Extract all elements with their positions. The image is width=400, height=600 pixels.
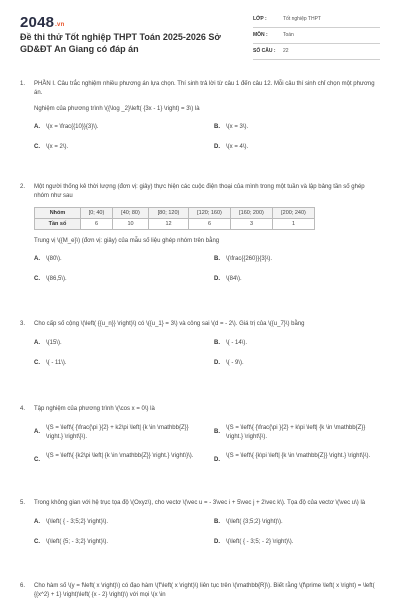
option-a[interactable]: A. \(15\). (34, 340, 62, 346)
question-2: 2. Một người thống kê thời lượng (đơn vị: giây) thực hiện các cuộc điện thoại của mình trong một tuần và lập bảng tần số ghép nhóm như sau Nhóm [0; 40) [40; 80) [80; 120) [120; 160) [160; 200) [200; 240) Tần số 6 10 12 6 3 1 Trung vị \({M_e}\) (đơn vị: giây) của mẫu số liệu ghép nhóm trên bằng A. \(80\). B. \(\frac{{260}}{3}\). C. \(86,5\). D. \(84\). (20, 183, 380, 285)
option-d[interactable]: D. \(84\). (214, 276, 242, 282)
table-row: Nhóm [0; 40) [40; 80) [80; 120) [120; 160) [160; 200) [200; 240) (35, 208, 315, 219)
question-stem: Nghiệm của phương trình \({\log _2}\left( {3x - 1} \right) = 3\) là (34, 106, 200, 112)
section-intro: PHẦN I. Câu trắc nghiệm nhiều phương án lựa chọn. Thí sinh trả lời từ câu 1 đến câu 12. Mỗi câu thí sinh chỉ chọn một phương án. (34, 81, 375, 96)
question-1: 1. PHẦN I. Câu trắc nghiệm nhiều phương án lựa chọn. Thí sinh trả lời từ câu 1 đến câu 12. Mỗi câu thí sinh chỉ chọn một phương án. Nghiệm của phương trình \({\log _2}\left( {3x - 1} \right) = 3\) là A. \(x = \frac{{10}}{3}\). B. \(x = 3\). C. \(x = 2\). D. \(x = 4\). (20, 80, 380, 153)
option-d[interactable]: D. \(\left( { - 3;5; - 2} \right)\). (214, 539, 294, 545)
document-title: Đề thi thử Tốt nghiệp THPT Toán 2025-2026 Sở GD&ĐT An Giang có đáp án (20, 32, 221, 54)
question-4: 4. Tập nghiệm của phương trình \(\cos x = 0\) là A. \(S = \left\{ {\frac{\pi }{2} + k2\pi \left| {k \in \mathbb{Z}} \right.} \right\}\). B. \(S = \left\{ {\frac{\pi }{2} + k\pi \left| {k \in \mathbb{Z}} \right.} \right\}\). C. \(S = \left\{ {k2\pi \left| {k \in \mathbb{Z}} \right.} \right\}\). D. \(S = \left\{ {k\pi \left| {k \in \mathbb{Z}} \right.} \right\}\). (20, 405, 380, 480)
table-row: Tần số 6 10 12 6 3 1 (35, 219, 315, 230)
frequency-table (34, 207, 315, 230)
option-a[interactable]: A. \(80\). (34, 256, 62, 262)
option-c[interactable]: C. \(S = \left\{ {k2\pi \left| {k \in \mathbb{Z}} \right.} \right\}\). (34, 453, 194, 463)
option-c[interactable]: C. \(x = 2\). (34, 144, 69, 150)
option-b[interactable]: B. \( - 14\). (214, 340, 248, 346)
question-6: 6. Cho hàm số \(y = f\left( x \right)\) có đạo hàm \(f'\left( x \right)\) liên tục trên \(\mathbb{R}\). Biết rằng \(f\prime \left( x \right) = \left( {{x^2} + 1} \right)\left( {x - 2} \right)\) với mọi \(x \in (20, 583, 375, 598)
option-a[interactable]: A. \(S = \left\{ {\frac{\pi }{2} + k2\pi \left| {k \in \mathbb{Z}} \right.} \right\}\). (34, 425, 189, 440)
option-d[interactable]: D. \(S = \left\{ {k\pi \left| {k \in \mathbb{Z}} \right.} \right\}\). (214, 453, 371, 463)
option-b[interactable]: B. \(x = 3\). (214, 124, 249, 130)
question-3: 3. Cho cấp số cộng \(\left( {{u_n}} \right)\) có \({u_1} = 3\) và công sai \(d = - 2\). Giá trị của \({u_7}\) bằng A. \(15\). B. \( - 14\). C. \( - 11\). D. \( - 9\). (20, 320, 380, 369)
option-a[interactable]: A. \(x = \frac{{10}}{3}\). (34, 124, 99, 130)
option-c[interactable]: C. \(86,5\). (34, 276, 67, 282)
option-c[interactable]: C. \(\left( {5; - 3;2} \right)\). (34, 539, 109, 545)
option-a[interactable]: A. \(\left( { - 3;5;2} \right)\). (34, 519, 109, 525)
option-c[interactable]: C. \( - 11\). (34, 360, 67, 366)
option-d[interactable]: D. \(x = 4\). (214, 144, 249, 150)
option-b[interactable]: B. \(\left( {3;5;2} \right)\). (214, 519, 283, 525)
site-logo[interactable]: 2048.vn (20, 14, 65, 31)
option-b[interactable]: B. \(S = \left\{ {\frac{\pi }{2} + k\pi \left| {k \in \mathbb{Z}} \right.} \right\}\). (214, 425, 366, 440)
page-header (0, 0, 400, 70)
meta-class-row: LỚP : Tốt nghiệp THPT (253, 12, 380, 28)
meta-count-row: SỐ CÂU : 22 (253, 44, 380, 60)
option-b[interactable]: B. \(\frac{{260}}{3}\). (214, 256, 273, 262)
meta-subject-row: MÔN : Toán (253, 28, 380, 44)
meta-panel (253, 12, 380, 60)
question-5: 5. Trong không gian với hệ trục tọa độ \(Oxyz\), cho vectơ \(\vec u = - 3\vec i + 5\vec j + 2\vec k\). Tọa độ của vectơ \(\vec u\) là A. \(\left( { - 3;5;2} \right)\). B. \(\left( {3;5;2} \right)\). C. \(\left( {5; - 3;2} \right)\). D. \(\left( { - 3;5; - 2} \right)\). (20, 499, 380, 548)
option-d[interactable]: D. \( - 9\). (214, 360, 244, 366)
